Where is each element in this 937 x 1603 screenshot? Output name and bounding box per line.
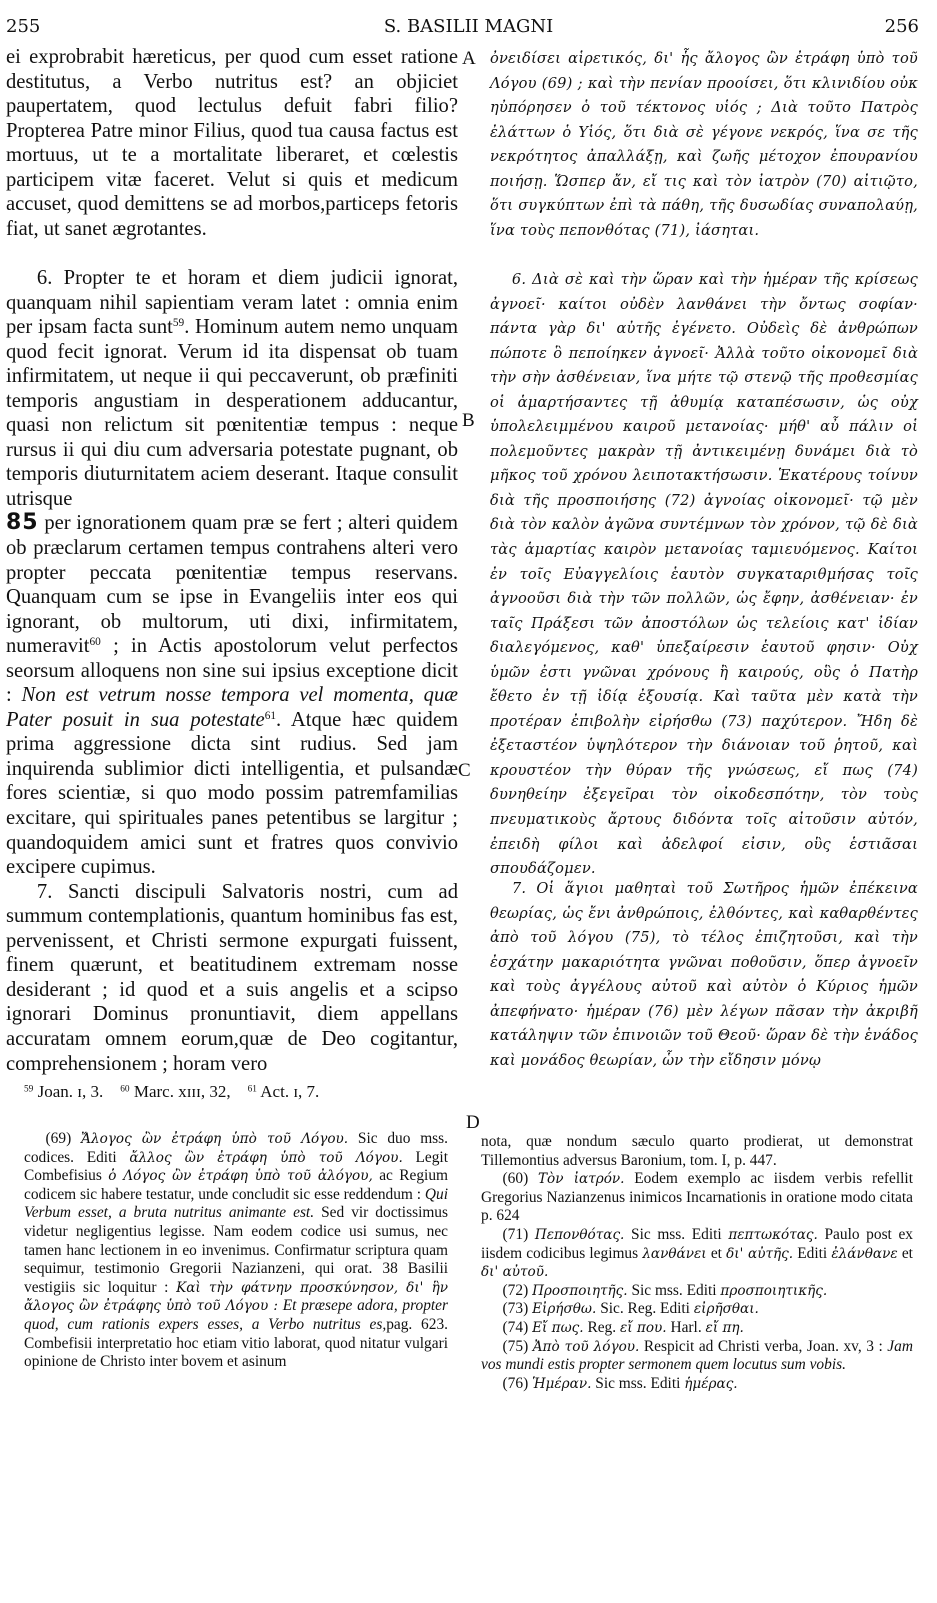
footnote-72: (72) Προσποιητῆς. Sic mss. Editi προσποιητικῆς. xyxy=(502,1281,828,1299)
footnote-73: (73) Εἰρήσθω. Sic. Reg. Editi εἰρῆσθαι. xyxy=(502,1300,759,1318)
footnote-ref-61: 61 xyxy=(264,710,277,723)
page-number-right: 256 xyxy=(884,16,919,37)
footnote-60: (60) Τὸν ἰατρόν. Eodem exemplo ac iisdem verbis refellit Gregorius Nazianzenus inimicos Incarnationis in oratione modo citata p. 624 xyxy=(481,1170,913,1225)
footnote-75: (75) Ἀπὸ τοῦ λόγου. Respicit ad Christi verba, Joan. xv, 3 : Jam vos mundi estis propter sermonem quem locutus sum vobis. xyxy=(481,1337,913,1374)
footnote-69-continued: nota, quæ nondum sæculo quarto prodierat, ut demonstrat Tillemontius adversus Baronium, tom. I, p. 447. xyxy=(481,1133,913,1169)
footnote-ref-60: 60 xyxy=(89,636,101,649)
page-number-left: 255 xyxy=(6,16,41,37)
latin-paragraph-6: 6. Propter te et horam et diem judicii ignorat, quanquam nihil sapientiam veram latet : omnia enim per ipsam facta sunt$^{59}$. Hominum autem nemo unquam quod fecit ignorat. Verum id ita dispensat ob tuam infirmitatem, ut neque ii qui peccaverunt, ob præfiniti temporis angustiam in desperationem adducantur, quasi non relictum sit pœnitentiæ tempus : neque rursus ii qui diu cum adversaria potestate pugnant, ob temporis diuturnitatem aciem deserant. Itaque consulit utrisque 85 per ignorationem quam præ se fert ; alteri quidem ob præclarum certamen tempus contrahens alteri vero propter peccata pœnitentiæ tempus reservans. Quanquam cum se ipse in Evangeliis inter eos qui ignorant, ob multorum, uti dixi, infirmitatem, numeravit$^{60}$ ; in Actis apostolorum velut perfectos seorsum alloquens non sine sui ipsius exceptione dicit : Non est vetrum nosse tempora vel momenta, quæ Pater posuit in sua potestate$^{61}$. Atque hæc quidem prima aggressione dicta sint rudius. Sed jam inquirenda sublimior dicti intelligentia, et pulsandæ fores scientiæ, si quo modo possim patremfamilias excitare, qui spirituales panes petentibus se largitur ; quandoquidem amici sunt et fratres quos convivio excipere cupimus. xyxy=(6,267,459,879)
running-title: S. BASILII MAGNI xyxy=(383,16,554,37)
scripture-quote: Non est vetrum nosse tempora vel momenta, quæ Pater posuit in sua potestate xyxy=(6,684,458,731)
margin-mark-c: C xyxy=(458,760,471,781)
column-number: 85 xyxy=(6,510,39,536)
footnote-ref-59: 59 xyxy=(172,317,185,330)
greek-paragraph-1: ὀνειδίσει αἱρετικός, δι' ἧς ἄλογος ὢν ἐτράφη ὑπὸ τοῦ Λόγου (69) ; καὶ τὴν πενίαν προοίσει, ὅτι κλινιδίου οὐκ ηὐπόρησεν ὁ τοῦ τέκτονος υἱός ; Διὰ τοῦτο Πατρὸς ἐλάττων ὁ Υἱός, ὅτι διὰ σὲ γέγονε νεκρός, ἵνα σε τῆς νεκρότητος ἀπαλλάξῃ, καὶ ζωῆς μέτοχον ἐπουρανίου ποιήσῃ. Ὥσπερ ἄν, εἴ τις καὶ τὸν ἰατρὸν (70) αἰτιῷτο, ὅτι συγκύπτων ἐπὶ τὰ πάθη, τῆς δυσωδίας συναπολαύῃ, ἵνα τοὺς πεπονθότας (71), ἰάσηται. xyxy=(490,50,918,239)
footnotes-left-column xyxy=(24,1130,448,1372)
footnotes-right-column xyxy=(481,1133,913,1393)
footnote-71: (71) Πεπονθότας. Sic mss. Editi πεπτωκότας. Paulo post ex iisdem codicibus legimus λανθάνει et δι' αὐτῆς. Editi ἐλάνθανε et δι' αὐτοῦ. xyxy=(481,1225,913,1281)
biblical-references: $^{59}$ Joan. ɪ, 3. $^{60}$ Marc. xɪɪɪ, 32, $^{61}$ Act. ɪ, 7. xyxy=(24,1082,320,1101)
greek-paragraph-6: 6. Διὰ σὲ καὶ τὴν ὥραν καὶ τὴν ἡμέραν τῆς κρίσεως ἀγνοεῖ· καίτοι οὐδὲν λανθάνει τὴν ὄντως σοφίαν· πάντα γὰρ δι' αὐτῆς ἐγένετο. Οὐδεὶς δὲ ἀνθρώπων πώποτε ὃ πεποίηκεν ἀγνοεῖ· Ἀλλὰ τοῦτο οἰκονομεῖ διὰ τὴν σὴν ἀσθένειαν, ἵνα μήτε τῷ στενῷ τῆς προθεσμίας οἱ ἁμαρτήσαντες τῇ ἀθυμίᾳ καταπέσωσιν, ὡς οὐχ ὑπολελειμμένου καιροῦ μετανοίας· μήθ' αὖ πάλιν οἱ πολεμοῦντες μακρὰν τῇ ἀντικειμένῃ δυνάμει διὰ τὸ μῆκος τοῦ χρόνου λειποτακτήσωσιν. Ἑκατέρους τοίνυν διὰ τῆς προσποιήσης (72) ἀγνοίας οἰκονομεῖ· τῷ μὲν διὰ τὸν καλὸν ἀγῶνα συντέμνων τὸν χρόνον, τῷ δὲ διὰ τὰς ἁμαρτίας καιρὸν μετανοίας ταμιευόμενος. Καίτοι ἐν τοῖς Εὐαγγελίοις ἑαυτὸν συγκαταριθμήσας τοῖς ἀγνοοῦσι διὰ τὴν τῶν πολλῶν, ὡς ἔφην, ἀσθένειαν· ἐν ταῖς Πράξεσι τῶν ἀποστόλων ὡς τελείοις κατ' ἰδίαν διαλεγόμενος, καθ' ὑπεξαίρεσιν ἑαυτοῦ φησιν· Οὐχ ὑμῶν ἐστι γνῶναι χρόνους ἢ καιρούς, οὓς ὁ Πατὴρ ἔθετο ἐν τῇ ἰδίᾳ ἐξουσίᾳ. Καὶ ταῦτα μὲν κατὰ τὴν προτέραν ἐπιβολὴν εἰρήσθω (73) παχύτερον. Ἤδη δὲ ἐξεταστέον ὑψηλότερον τὴν διάνοιαν τοῦ ῥητοῦ, καὶ κρουστέον τὴν θύραν τῆς γνώσεως, εἴ πως (74) δυνηθείην ἐξεγεῖραι τὸν οἰκοδεσπότην, τὸν τοὺς πνευματικοὺς ἄρτους διδόντα τοῖς αἰτοῦσιν αὐτόν, ἐπειδὴ φίλοι καὶ ἀδελφοί εἰσιν, οὓς ἑστιᾶσαι σπουδάζομεν. xyxy=(490,271,918,878)
greek-paragraph-7: 7. Οἱ ἅγιοι μαθηταὶ τοῦ Σωτῆρος ἡμῶν ἐπέκεινα θεωρίας, ὡς ἔνι ἀνθρώποις, ἐλθόντες, καὶ καθαρθέντες ἀπὸ τοῦ λόγου (75), τὸ τέλος ἐπιζητοῦσι, καὶ τὴν ἐσχάτην μακαριότητα γνῶναι ποθοῦσιν, ὅπερ ἀγνοεῖν καὶ τοὺς ἀγγέλους αὐτοῦ καὶ αὐτὸν ὁ Κύριος ἡμῶν ἀπεφήνατο· ἡμέραν (76) μὲν λέγων πᾶσαν τὴν ἀκριβῆ κατάληψιν τῶν ἐπινοιῶν τοῦ Θεοῦ· ὥραν δὲ τὴν ἑνάδος καὶ μονάδος θεωρίαν, ὧν τὴν εἴδησιν μόνῳ xyxy=(490,880,918,1069)
footnote-74: (74) Εἴ πως. Reg. εἴ που. Harl. εἴ πη. xyxy=(502,1318,744,1336)
footnote-69: (69) Ἄλογος ὢν ἐτράφη ὑπὸ τοῦ Λόγου. Sic duo mss. codices. Editi ἄλλος ὢν ἐτράφη ὑπὸ τοῦ Λόγου. Legit Combefisius ὁ Λόγος ὢν ἐτράφη ὑπὸ τοῦ ἀλόγου, ac Regium codicem sic habere testatur, unde concludit sic esse reddendum : Qui Verbum esset, a bruta nutritus animante est. Sed vir doctissimus videtur negligentius legisse. Nam eodem codice usi sumus, nec tamen hanc lectionem in eo invenimus. Confirmatur scriptura quam sequimur, testimonio Gregorii Nazianzeni, qui orat. 38 Basilii vestigiis sic loquitur : Καὶ τὴν φάτνην προσκύνησον, δι' ἣν ἄλογος ὢν ἐτράφης ὑπὸ τοῦ Λόγου : Et præsepe adora, propter quod, cum rationis expers esses, a Verbo nutritus es,pag. 623. Combefisii interpretatio hoc etiam vitio laborat, quod nitatur vulgari opinione de Christo inter bovem et asinum xyxy=(24,1130,449,1371)
margin-mark-b: B xyxy=(462,410,475,431)
latin-paragraph-1: ei exprobrabit hæreticus, per quod cum esset ratione destitutus, a Verbo nutritus est? an objiciet paupertatem, quod lectulus defuit fabri filio? Propterea Patre minor Filius, quod tua causa factus est mortuus, ut te a mortalitate liberaret, et cœlestis participem vitæ faceret. Velut si quis et medicum accuset, quod demittens se ad morbos,particeps fetoris fiat, ut sanet ægrotantes. xyxy=(6,46,458,240)
margin-mark-d: D xyxy=(466,1112,480,1133)
latin-column-continued xyxy=(6,266,458,1076)
margin-mark-a: A xyxy=(462,48,476,69)
footnote-76: (76) Ἡμέραν. Sic mss. Editi ἡμέρας. xyxy=(502,1374,738,1392)
latin-paragraph-7: 7. Sancti discipuli Salvatoris nostri, cum ad summum contemplationis, quantum hominibus fas est, pervenissent, et Christi sermone expurgati fuissent, finem quærunt, et beatitudinem extremam nosse desiderant ; id quod et a suis angelis et a scipso ignorari Dominus pronuntiavit, diem appellans accuratam omnem eorum,quæ de Deo cogitantur, comprehensionem ; horam vero xyxy=(6,880,458,1075)
